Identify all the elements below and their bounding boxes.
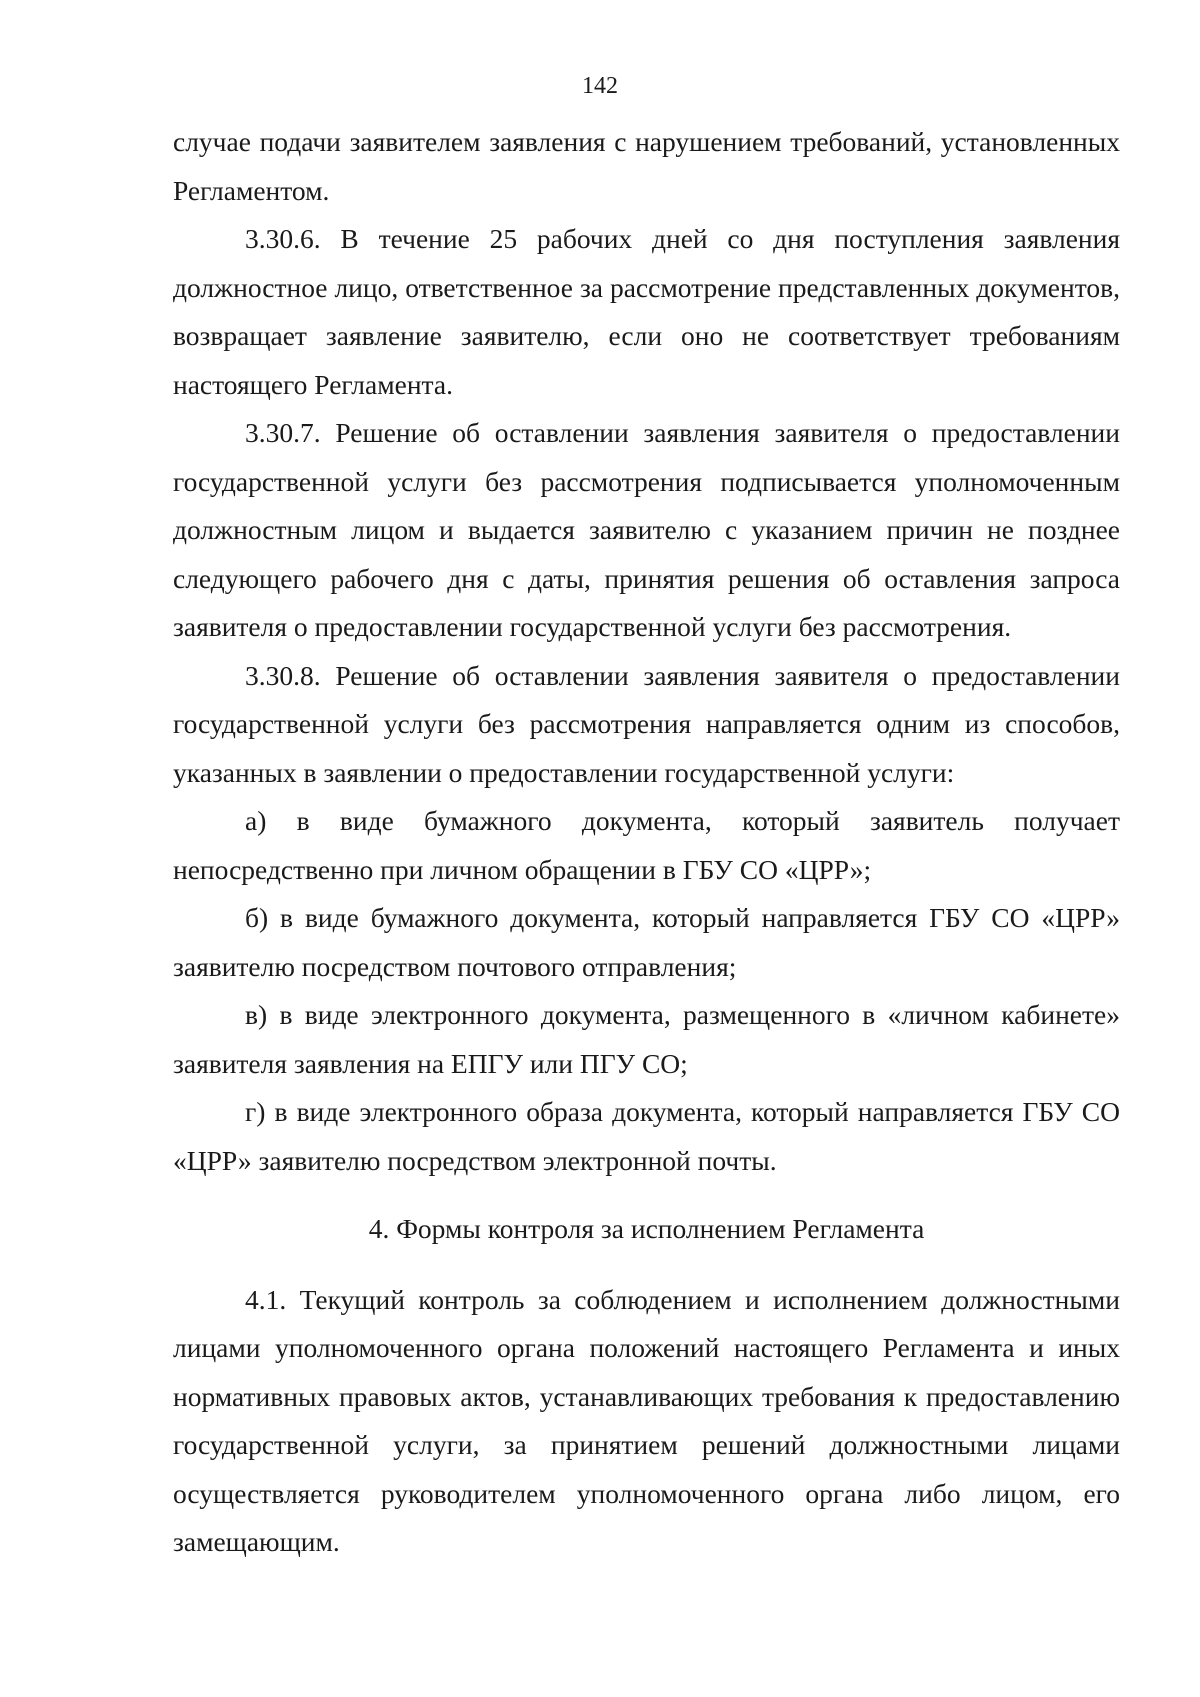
list-item-b: б) в виде бумажного документа, который направляется ГБУ СО «ЦРР» заявителю посредством почтового отправления; bbox=[173, 902, 1120, 982]
document-body bbox=[173, 118, 1120, 1567]
paragraph-continuation: случае подачи заявителем заявления с нарушением требований, установленных Регламентом. bbox=[173, 126, 1120, 206]
paragraph-3-30-7: 3.30.7. Решение об оставлении заявления заявителя о предоставлении государственной услуги без рассмотрения подписывается уполномоченным должностным лицом и выдается заявителю с указанием причин не позднее следующего рабочего дня с даты, принятия решения об оставления запроса заявителя о предоставлении государственной услуги без рассмотрения. bbox=[173, 417, 1120, 642]
paragraph-3-30-8: 3.30.8. Решение об оставлении заявления заявителя о предоставлении государственной услуги без рассмотрения направляется одним из способов, указанных в заявлении о предоставлении государственной услуги: bbox=[173, 659, 1120, 788]
paragraph-4-1: 4.1. Текущий контроль за соблюдением и исполнением должностными лицами уполномоченного органа положений настоящего Регламента и иных нормативных правовых актов, устанавливающих требования к предоставлению государственной услуги, за принятием решений должностными лицами осуществляется руководителем уполномоченного органа либо лицом, его замещающим. bbox=[173, 1283, 1120, 1557]
section-heading: 4. Формы контроля за исполнением Регламента bbox=[368, 1213, 925, 1244]
paragraph-3-30-6: 3.30.6. В течение 25 рабочих дней со дня поступления заявления должностное лицо, ответственное за рассмотрение представленных документов, возвращает заявление заявителю, если оно не соответствует требованиям настоящего Регламента. bbox=[173, 223, 1120, 400]
page-number: 142 bbox=[582, 73, 618, 99]
list-item-a: а) в виде бумажного документа, который заявитель получает непосредственно при личном обращении в ГБУ СО «ЦРР»; bbox=[173, 805, 1120, 885]
list-item-g: г) в виде электронного образа документа, который направляется ГБУ СО «ЦРР» заявителю посредством электронной почты. bbox=[173, 1096, 1120, 1176]
list-item-v: в) в виде электронного документа, размещенного в «личном кабинете» заявителя заявления на ЕПГУ или ПГУ СО; bbox=[173, 999, 1120, 1079]
